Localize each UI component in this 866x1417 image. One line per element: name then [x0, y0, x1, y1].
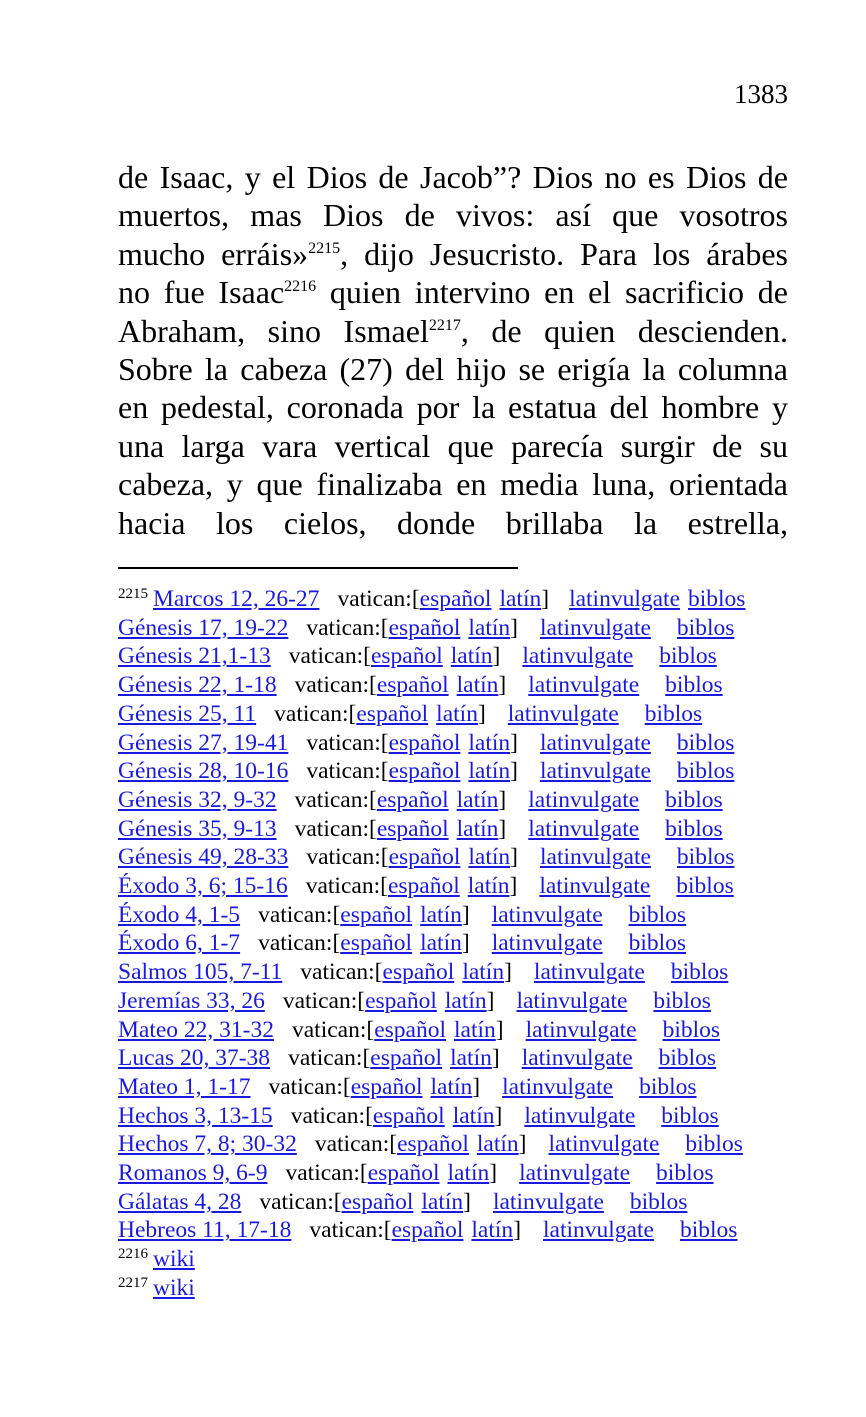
body-line [118, 273, 788, 311]
biblos-link[interactable]: biblos [658, 1045, 717, 1072]
latinvulgate-link[interactable]: latinvulgate [492, 1188, 604, 1215]
reference-row [118, 1159, 818, 1188]
reference-row [118, 700, 818, 729]
bible-reference-link[interactable]: Lucas 20, 37-38 [118, 1045, 271, 1072]
espanol-link[interactable]: español [419, 586, 492, 612]
espanol-link[interactable]: español [388, 844, 461, 871]
bracket-close: ] [541, 586, 550, 612]
espanol-link[interactable]: español [341, 1188, 414, 1215]
bracket-close: ] [498, 672, 507, 699]
bible-reference-link[interactable]: Mateo 22, 31-32 [118, 1016, 274, 1043]
latin-link[interactable]: latín [462, 959, 505, 986]
reference-row [118, 843, 818, 872]
espanol-link[interactable]: español [356, 700, 429, 727]
body-line: de Isaac, y el Dios de Jacob”? Dios no es Dios de [118, 159, 788, 195]
vatican-label: vatican:[ [306, 729, 389, 756]
espanol-link[interactable]: español [374, 1016, 447, 1043]
reference-row [118, 929, 818, 958]
vatican-label: vatican:[ [314, 1131, 398, 1158]
latinvulgate-link[interactable]: latinvulgate [491, 930, 603, 957]
reference-row [118, 1102, 818, 1131]
biblos-link[interactable]: biblos [670, 959, 729, 986]
bracket-close: ] [494, 1102, 503, 1129]
body-line: muertos, mas Dios de vivos: así que vosotros [118, 197, 788, 234]
bible-reference-link[interactable]: Génesis 35, 9-13 [118, 815, 277, 842]
footnote-separator [118, 567, 518, 569]
latin-link[interactable]: latín [468, 729, 511, 756]
espanol-link[interactable]: español [388, 729, 461, 756]
bracket-close: ] [492, 643, 501, 670]
page-number: 1383 [734, 79, 788, 109]
vatican-label: vatican:[ [294, 672, 377, 699]
footnote-2216 [118, 1245, 818, 1274]
bracket-close: ] [486, 987, 495, 1014]
vatican-label: vatican:[ [288, 1045, 371, 1072]
reference-row [118, 1016, 818, 1045]
espanol-link[interactable]: español [350, 1073, 423, 1100]
body-text-span: , de quien descienden. [460, 312, 789, 349]
bible-reference-link[interactable]: Génesis 28, 10-16 [118, 758, 289, 785]
body-text-span: no fue Isaac [118, 274, 285, 311]
reference-row [118, 614, 818, 643]
latin-link[interactable]: latín [450, 1045, 492, 1072]
reference-row [118, 872, 818, 901]
espanol-link[interactable]: español [370, 643, 443, 670]
biblos-link[interactable]: biblos [676, 873, 734, 900]
biblos-link[interactable]: biblos [685, 1131, 743, 1158]
body-line: Sobre la cabeza (27) del hijo se erigía la columna [118, 351, 788, 388]
latin-link[interactable]: latín [450, 643, 493, 670]
latin-link[interactable]: latín [468, 844, 511, 871]
bracket-close: ] [477, 700, 486, 727]
body-text [118, 158, 788, 542]
latinvulgate-link[interactable]: latinvulgate [528, 815, 640, 842]
biblos-link[interactable]: biblos [676, 758, 735, 785]
body-text-span: quien intervino en el sacrificio de [316, 274, 788, 311]
vatican-label: vatican:[ [268, 1073, 351, 1100]
biblos-link[interactable]: biblos [676, 844, 735, 871]
bracket-close: ] [461, 901, 470, 928]
bracket-close: ] [510, 729, 518, 756]
footnote-2217 [118, 1274, 818, 1303]
latinvulgate-link[interactable]: latinvulgate [569, 586, 680, 612]
latin-link[interactable]: latín [456, 786, 499, 813]
espanol-link[interactable]: español [370, 1045, 443, 1072]
latin-link[interactable]: latín [468, 614, 511, 641]
reference-row [118, 757, 818, 786]
vatican-label: vatican:[ [274, 700, 357, 727]
latinvulgate-link[interactable]: latinvulgate [521, 1045, 633, 1072]
bracket-close: ] [510, 844, 518, 871]
latinvulgate-link[interactable]: latinvulgate [525, 1016, 637, 1043]
bible-reference-link[interactable]: Gálatas 4, 28 [118, 1188, 242, 1215]
latinvulgate-link[interactable]: latinvulgate [528, 672, 640, 699]
bible-reference-link[interactable]: Hebreos 11, 17-18 [118, 1217, 292, 1244]
bracket-close: ] [510, 758, 518, 785]
body-text-span: mucho erráis» [118, 235, 309, 272]
reference-row [118, 1130, 818, 1159]
bracket-close: ] [513, 1217, 522, 1244]
latinvulgate-link[interactable]: latinvulgate [528, 786, 640, 813]
bracket-close: ] [472, 1073, 481, 1100]
bracket-close: ] [491, 1045, 500, 1072]
biblos-link[interactable]: biblos [676, 614, 735, 641]
latin-link[interactable]: latín [420, 901, 462, 928]
body-line: una larga vara vertical que parecía surgir de su [118, 427, 788, 464]
vatican-label: vatican:[ [258, 901, 341, 928]
espanol-link[interactable]: español [376, 786, 449, 813]
bible-reference-link[interactable]: Romanos 9, 6-9 [118, 1160, 268, 1187]
reference-row [118, 729, 818, 758]
latinvulgate-link[interactable]: latinvulgate [524, 1102, 636, 1129]
latinvulgate-link[interactable]: latinvulgate [548, 1131, 660, 1158]
biblos-link[interactable]: biblos [676, 729, 735, 756]
biblos-link[interactable]: biblos [639, 1073, 697, 1100]
footnote-number: 2216 [118, 1246, 148, 1263]
vatican-label: vatican:[ [294, 786, 377, 813]
bracket-close: ] [498, 786, 507, 813]
bible-reference-link[interactable]: Mateo 1, 1-17 [118, 1073, 251, 1100]
bible-reference-link[interactable]: Salmos 105, 7-11 [118, 959, 283, 986]
bible-reference-link[interactable]: Hechos 7, 8; 30-32 [118, 1131, 297, 1158]
vatican-label: vatican:[ [305, 873, 388, 900]
latin-link[interactable]: latín [454, 1016, 496, 1043]
vatican-label: vatican:[ [259, 1188, 342, 1215]
vatican-label: vatican:[ [292, 1016, 375, 1043]
body-line: hacia los cielos, donde brillaba la estrella, [118, 504, 788, 541]
bracket-close: ] [510, 614, 518, 641]
reference-row [118, 1073, 818, 1102]
bible-reference-link[interactable]: Éxodo 6, 1-7 [118, 930, 241, 957]
bracket-close: ] [518, 1131, 527, 1158]
espanol-link[interactable]: español [372, 1102, 445, 1129]
latin-link[interactable]: latín [420, 930, 462, 957]
footnote-number: 2215 [118, 586, 148, 602]
espanol-link[interactable]: español [387, 873, 460, 900]
espanol-link[interactable]: español [367, 1160, 440, 1187]
biblos-link[interactable]: biblos [629, 1188, 688, 1215]
vatican-label: vatican:[ [288, 643, 371, 670]
latin-link[interactable]: latín [476, 1131, 519, 1158]
reference-row [118, 1216, 818, 1245]
vatican-label: vatican:[ [294, 815, 377, 842]
wiki-link[interactable]: wiki [153, 1246, 195, 1273]
bracket-close: ] [498, 815, 507, 842]
latin-link[interactable]: latín [456, 672, 499, 699]
bracket-close: ] [509, 873, 518, 900]
latinvulgate-link[interactable]: latinvulgate [539, 844, 651, 871]
bracket-close: ] [489, 1160, 498, 1187]
latin-link[interactable]: latín [452, 1102, 495, 1129]
latin-link[interactable]: latín [430, 1073, 473, 1100]
latinvulgate-link[interactable]: latinvulgate [507, 700, 619, 727]
vatican-label: vatican:[ [309, 1217, 392, 1244]
latin-link[interactable]: latín [468, 758, 511, 785]
biblos-link[interactable]: biblos [679, 1217, 738, 1244]
body-line: en pedestal, coronada por la estatua del hombre y [118, 389, 788, 426]
footnote-ref-2215: 2215 [308, 239, 341, 257]
bracket-close: ] [504, 959, 512, 986]
bracket-close: ] [461, 930, 470, 957]
espanol-link[interactable]: español [397, 1131, 469, 1158]
bible-reference-link[interactable]: Génesis 22, 1-18 [118, 672, 277, 699]
biblos-link[interactable]: biblos [665, 786, 723, 813]
latin-link[interactable]: latín [447, 1160, 490, 1187]
espanol-link[interactable]: español [388, 614, 461, 641]
reference-row [118, 815, 818, 844]
bible-reference-link[interactable]: Génesis 21,1-13 [118, 643, 271, 670]
reference-row [118, 901, 818, 930]
latinvulgate-link[interactable]: latinvulgate [539, 873, 651, 900]
vatican-label: vatican:[ [290, 1102, 373, 1129]
bible-reference-link[interactable]: Éxodo 4, 1-5 [118, 901, 241, 928]
footnote-number: 2217 [118, 1274, 148, 1291]
espanol-link[interactable]: español [382, 959, 455, 986]
footnote-ref-2217: 2217 [428, 316, 461, 334]
bracket-close: ] [463, 1188, 471, 1215]
reference-row [118, 671, 818, 700]
wiki-link[interactable]: wiki [153, 1274, 195, 1301]
biblos-link[interactable]: biblos [688, 586, 746, 612]
espanol-link[interactable]: español [391, 1217, 464, 1244]
bible-reference-link[interactable]: Marcos 12, 26-27 [153, 586, 320, 612]
biblos-link[interactable]: biblos [665, 815, 723, 842]
bible-reference-link[interactable]: Génesis 25, 11 [118, 700, 257, 727]
espanol-link[interactable]: español [365, 987, 437, 1014]
body-text-span: , dijo Jesucristo. Para los árabes [340, 235, 789, 272]
biblos-link[interactable]: biblos [644, 700, 703, 727]
latinvulgate-link[interactable]: latinvulgate [519, 1160, 631, 1187]
reference-row [118, 642, 818, 671]
bracket-close: ] [495, 1016, 504, 1043]
biblos-link[interactable]: biblos [656, 1160, 714, 1187]
body-line: cabeza, y que finalizaba en media luna, orientada [118, 466, 788, 503]
latinvulgate-link[interactable]: latinvulgate [516, 987, 628, 1014]
latin-link[interactable]: latín [456, 815, 499, 842]
body-line [118, 235, 788, 273]
body-text-span: Abraham, sino Ismael [118, 312, 429, 349]
reference-row [118, 1044, 818, 1073]
latinvulgate-link[interactable]: latinvulgate [533, 959, 645, 986]
footnote-ref-2216: 2216 [284, 278, 317, 296]
latin-link[interactable]: latín [467, 873, 510, 900]
vatican-label: vatican:[ [337, 586, 420, 612]
latin-link[interactable]: latín [444, 987, 487, 1014]
vatican-label: vatican:[ [306, 614, 389, 641]
footnotes [118, 585, 818, 1303]
reference-row [118, 585, 818, 614]
vatican-label: vatican:[ [306, 758, 389, 785]
vatican-label: vatican:[ [306, 844, 389, 871]
espanol-link[interactable]: español [340, 901, 413, 928]
bible-reference-link[interactable]: Génesis 17, 19-22 [118, 614, 289, 641]
reference-row [118, 958, 818, 987]
reference-row [118, 1188, 818, 1217]
bible-reference-link[interactable]: Hechos 3, 13-15 [118, 1102, 273, 1129]
latin-link[interactable]: latín [499, 586, 542, 612]
bible-reference-link[interactable]: Génesis 32, 9-32 [118, 786, 277, 813]
latinvulgate-link[interactable]: latinvulgate [543, 1217, 654, 1244]
biblos-link[interactable]: biblos [653, 987, 711, 1014]
reference-row [118, 987, 818, 1016]
latinvulgate-link[interactable]: latinvulgate [491, 901, 603, 928]
biblos-link[interactable]: biblos [659, 643, 717, 670]
vatican-label: vatican:[ [285, 1160, 368, 1187]
espanol-link[interactable]: español [376, 672, 449, 699]
latinvulgate-link[interactable]: latinvulgate [539, 614, 651, 641]
latinvulgate-link[interactable]: latinvulgate [522, 643, 634, 670]
latinvulgate-link[interactable]: latinvulgate [539, 729, 651, 756]
biblos-link[interactable]: biblos [628, 901, 687, 928]
footnote-2215 [118, 585, 818, 1245]
latin-link[interactable]: latín [471, 1217, 514, 1244]
bible-reference-link[interactable]: Génesis 49, 28-33 [118, 844, 289, 871]
latin-link[interactable]: latín [436, 700, 478, 727]
vatican-label: vatican:[ [300, 959, 383, 986]
biblos-link[interactable]: biblos [662, 1016, 721, 1043]
bible-reference-link[interactable]: Génesis 27, 19-41 [118, 729, 289, 756]
espanol-link[interactable]: español [376, 815, 449, 842]
bible-reference-link[interactable]: Éxodo 3, 6; 15-16 [118, 873, 288, 900]
espanol-link[interactable]: español [388, 758, 461, 785]
vatican-label: vatican:[ [258, 930, 341, 957]
biblos-link[interactable]: biblos [661, 1102, 719, 1129]
reference-row [118, 786, 818, 815]
vatican-label: vatican:[ [282, 987, 366, 1014]
biblos-link[interactable]: biblos [665, 672, 723, 699]
latinvulgate-link[interactable]: latinvulgate [502, 1073, 614, 1100]
latin-link[interactable]: latín [421, 1188, 464, 1215]
espanol-link[interactable]: español [340, 930, 413, 957]
bible-reference-link[interactable]: Jeremías 33, 26 [118, 987, 265, 1014]
biblos-link[interactable]: biblos [628, 930, 687, 957]
latinvulgate-link[interactable]: latinvulgate [539, 758, 651, 785]
body-line [118, 312, 788, 350]
